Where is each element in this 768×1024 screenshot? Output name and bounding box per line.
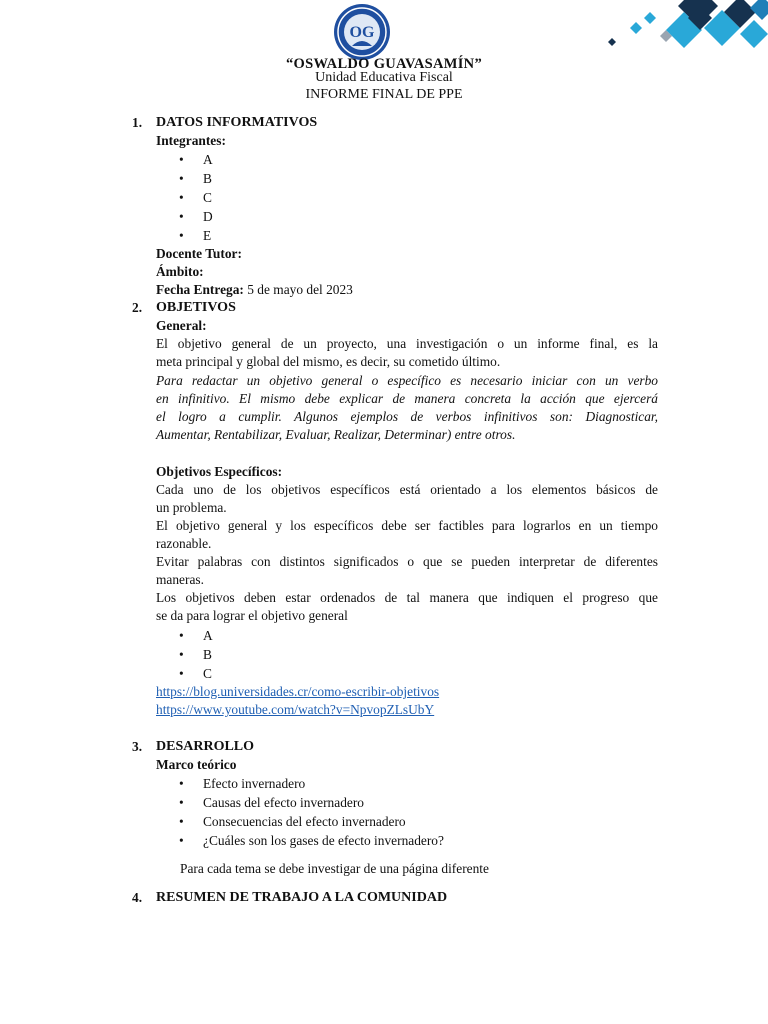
section-1-number: 1. [132,115,143,130]
integrante-item: D [203,209,213,224]
bullet-icon: • [179,647,184,662]
especificos-line: El objetivo general y los específicos debe ser factibles para lograrlos en un tiempo [156,518,658,533]
objetivos-especificos-label: Objetivos Específicos: [156,464,283,479]
section-4-title: RESUMEN DE TRABAJO A LA COMUNIDAD [156,890,448,905]
marco-item: Causas del efecto invernadero [203,795,364,810]
bullet-icon: • [179,209,184,224]
bullet-icon: • [179,814,184,829]
bullet-icon: • [179,171,184,186]
bullet-icon: • [179,666,184,681]
bullet-icon: • [179,190,184,205]
fecha-entrega-line [156,281,353,299]
italic-paragraph-line: en infinitivo. El mismo debe explicar de manera concreta la acción que ejercerá [156,391,658,406]
docente-tutor-label: Docente Tutor: [156,246,242,261]
section-2-title: OBJETIVOS [156,300,236,315]
especificos-line: Cada uno de los objetivos específicos está orientado a los elementos básicos de [156,482,658,497]
school-logo [330,2,394,62]
objetivo-item: B [203,647,212,662]
bullet-icon: • [179,776,184,791]
general-label: General: [156,318,207,333]
marco-item: ¿Cuáles son los gases de efecto invernadero? [203,833,444,848]
especificos-line: Evitar palabras con distintos significados o que se pueden interpretar de diferentes [156,554,658,569]
italic-paragraph-line: el logro a cumplir. Algunos ejemplos de verbos infinitivos son: Diagnosticar, [156,409,658,424]
integrante-item: C [203,190,212,205]
ambito-label: Ámbito: [156,264,204,279]
especificos-line: maneras. [156,572,204,587]
section-4-number: 4. [132,890,143,905]
school-subtitle: Unidad Educativa Fiscal [315,70,453,85]
bullet-icon: • [179,795,184,810]
section-1-title: DATOS INFORMATIVOS [156,115,318,130]
bullet-icon: • [179,152,184,167]
bullet-icon: • [179,228,184,243]
section-2-number: 2. [132,300,143,315]
decorative-diamonds [600,0,768,60]
especificos-line: se da para lograr el objetivo general [156,608,348,623]
bullet-icon: • [179,833,184,848]
especificos-line: razonable. [156,536,212,551]
investigation-note: Para cada tema se debe investigar de una página diferente [180,861,489,876]
link-youtube[interactable]: https://www.youtube.com/watch?v=NpvopZLsUbY [156,702,435,717]
general-paragraph-line: meta principal y global del mismo, es decir, su cometido último. [156,354,501,369]
objetivo-item: A [203,628,213,643]
marco-teorico-label: Marco teórico [156,757,237,772]
section-3-number: 3. [132,739,143,754]
especificos-line: Los objetivos deben estar ordenados de tal manera que indiquen el progreso que [156,590,658,605]
general-paragraph-line: El objetivo general de un proyecto, una investigación o un informe final, es la [156,336,658,351]
integrante-item: E [203,228,212,243]
integrante-item: A [203,152,213,167]
bullet-icon: • [179,628,184,643]
marco-item: Consecuencias del efecto invernadero [203,814,406,829]
link-objetivos[interactable]: https://blog.universidades.cr/como-escribir-objetivos [156,684,440,699]
fecha-entrega-label: Fecha Entrega: [156,282,244,297]
marco-item: Efecto invernadero [203,776,306,791]
logo-initials: OG [349,24,375,41]
especificos-line: un problema. [156,500,227,515]
integrante-item: B [203,171,212,186]
objetivo-item: C [203,666,212,681]
fecha-entrega-value: 5 de mayo del 2023 [247,282,353,297]
italic-paragraph-line: Para redactar un objetivo general o específico es necesario iniciar con un verbo [156,373,658,388]
section-3-title: DESARROLLO [156,739,255,754]
integrantes-label: Integrantes: [156,133,226,148]
document-title: INFORME FINAL DE PPE [305,87,463,102]
school-name: “OSWALDO GUAVASAMÍN” [285,56,482,72]
italic-paragraph-line: Aumentar, Rentabilizar, Evaluar, Realizar, Determinar) entre otros. [156,427,516,442]
